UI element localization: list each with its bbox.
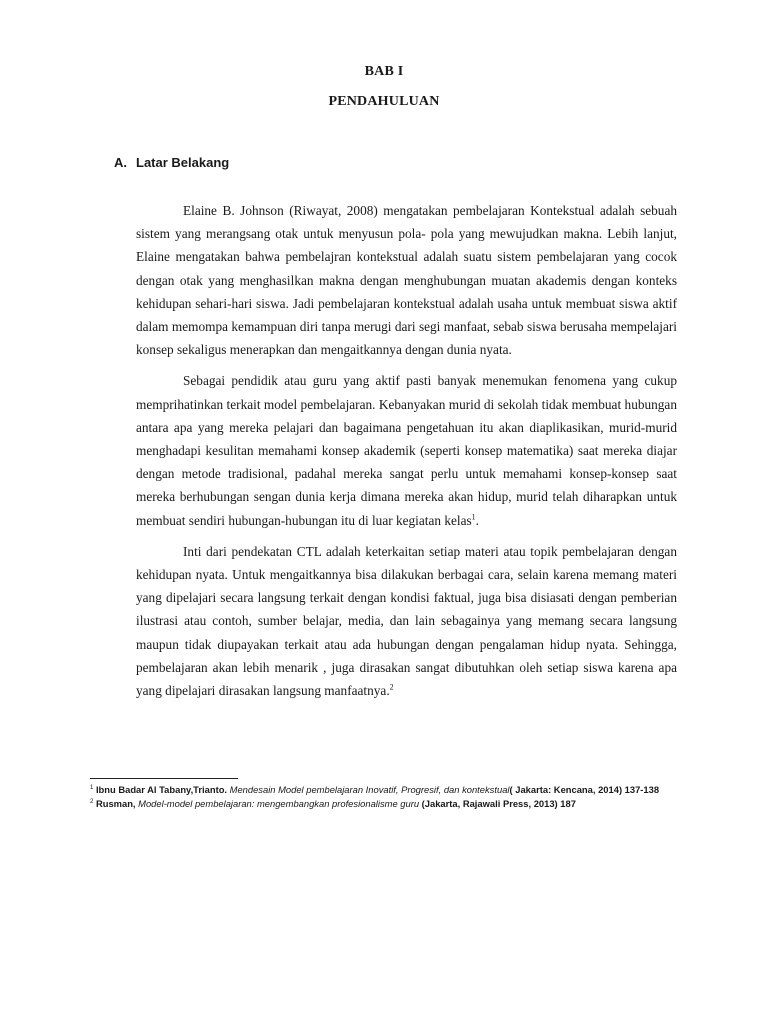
footnote-publication: (Jakarta, Rajawali Press, 2013) 187 <box>419 797 576 809</box>
section-marker: A. <box>114 155 127 170</box>
footnotes <box>90 783 680 811</box>
footnote-2 <box>90 797 680 811</box>
body-text <box>136 199 677 710</box>
footnote-title: Model-model pembelajaran: mengembangkan profesionalisme guru <box>138 797 420 809</box>
footnote-author: Ibnu Badar Al Tabany,Trianto. <box>93 784 230 795</box>
footnote-separator <box>90 778 238 779</box>
chapter-title: PENDAHULUAN <box>328 94 440 109</box>
paragraph-tail: . <box>475 512 479 528</box>
paragraph-1 <box>136 199 677 361</box>
paragraph-text: Inti dari pendekatan CTL adalah keterkaitan setiap materi atau topik pembelajaran dengan kehidupan nyata. Untuk mengaitkannya bisa dilakukan berbagai cara, selain karena memang materi yang dipelajari secara langsung terkait dengan kondisi faktual, juga bisa disiasati dengan pemberian ilustrasi atau contoh, sumber belajar, media, dan lain sebagainya yang memang secara langsung maupun tidak diupayakan terkait atau ada hubungan dengan pengalaman hidup nyata. Sehingga, pembelajaran akan lebih menarik , juga dirasakan sangat dibutuhkan oleh setiap siswa karena apa yang dipelajari dirasakan langsung manfaatnya. <box>136 543 677 699</box>
footnote-ref[interactable]: 2 <box>389 682 394 692</box>
chapter-number: BAB I <box>364 64 404 79</box>
footnote-title: Mendesain Model pembelajaran Inovatif, Progresif, dan kontekstual <box>229 784 510 795</box>
footnote-author: Rusman, <box>93 797 139 809</box>
footnote-1 <box>90 783 680 797</box>
section-title: Latar Belakang <box>136 155 230 170</box>
paragraph-text: Elaine B. Johnson (Riwayat, 2008) mengatakan pembelajaran Kontekstual adalah sebuah sistem yang merangsang otak untuk menyusun pola- pola yang mewujudkan makna. Lebih lanjut, Elaine mengatakan bahwa pembelajran kontekstual adalah suatu sistem pembelajaran yang cocok dengan otak yang menghasilkan makna dengan menghubungan muatan akademis dengan konteks kehidupan sehari-hari siswa. Jadi pembelajaran kontekstual adalah usaha untuk membuat siswa aktif dalam memompa kemampuan diri tanpa merugi dari segi manfaat, sebab siswa berusaha mempelajari konsep sekaligus menerapkan dan mengaitkannya dengan dunia nyata. <box>136 203 677 358</box>
paragraph-2 <box>136 369 677 531</box>
section-heading <box>114 155 229 170</box>
footnote-ref[interactable]: 1 <box>471 512 476 522</box>
footnote-mark: 2 <box>90 798 94 805</box>
paragraph-3 <box>136 540 677 702</box>
footnote-publication: ( Jakarta: Kencana, 2014) 137-138 <box>509 784 660 795</box>
footnote-mark: 1 <box>90 784 94 791</box>
paragraph-text: Sebagai pendidik atau guru yang aktif pasti banyak menemukan fenomena yang cukup memprihatinkan terkait model pembelajaran. Kebanyakan murid di sekolah tidak membuat hubungan antara apa yang mereka pelajari dan bagaimana pengetahuan itu akan diaplikasikan, murid-murid menghadapi kesulitan memahami konsep akademik (seperti konsep matematika) saat mereka diajar dengan metode tradisional, padahal mereka sangat perlu untuk memahami konsep-konsep saat mereka berhubungan sengan dunia kerja dimana mereka akan hidup, murid telah diharapkan untuk membuat sendiri hubungan-hubungan itu di luar kegiatan kelas <box>136 373 677 528</box>
